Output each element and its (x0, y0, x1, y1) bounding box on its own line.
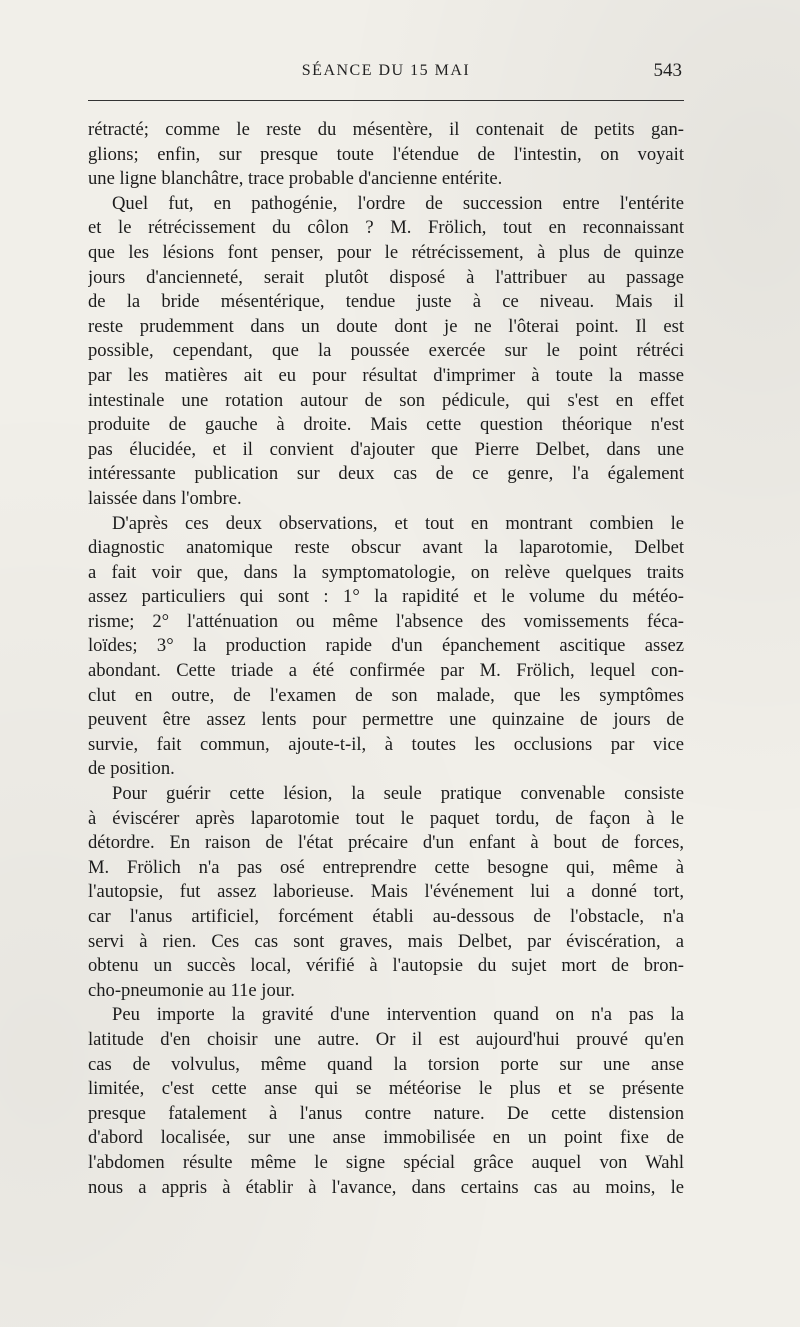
text-line: Peu importe la gravité d'une intervention quand on n'a pas la (112, 1004, 684, 1026)
text-line: assez particuliers qui sont : 1° la rapidité et le volume du météo- (88, 586, 684, 608)
text-line: que les lésions font penser, pour le rétrécissement, à plus de quinze (88, 241, 684, 263)
text-line: Pour guérir cette lésion, la seule pratique convenable consiste (112, 783, 684, 805)
text-line: de position. (88, 758, 175, 780)
running-head: SÉANCE DU 15 MAI (301, 62, 471, 79)
text-line: intéressante publication sur deux cas de ce genre, l'a également (88, 463, 684, 485)
text-line: presque fatalement à l'anus contre nature. De cette distension (88, 1102, 684, 1124)
text-line: diagnostic anatomique reste obscur avant la laparotomie, Delbet (88, 537, 684, 559)
paragraph (88, 512, 684, 783)
text-line: laissée dans l'ombre. (88, 487, 242, 509)
text-line: risme; 2° l'atténuation ou même l'absence des vomissements féca- (88, 610, 684, 632)
text-line: obtenu un succès local, vérifié à l'autopsie du sujet mort de bron- (88, 955, 684, 977)
text-line: intestinale une rotation autour de son pédicule, qui s'est en effet (88, 389, 684, 411)
text-line: servi à rien. Ces cas sont graves, mais Delbet, par éviscération, a (88, 930, 684, 952)
text-line: l'abdomen résulte même le signe spécial grâce auquel von Wahl (88, 1151, 684, 1173)
text-line: peuvent être assez lents pour permettre une quinzaine de jours de (88, 709, 684, 731)
text-line: à éviscérer après laparotomie tout le paquet tordu, de façon à le (88, 807, 684, 829)
text-line: cas de volvulus, même quand la torsion porte sur une anse (88, 1053, 684, 1075)
text-line: une ligne blanchâtre, trace probable d'ancienne entérite. (88, 168, 503, 190)
text-line: a fait voir que, dans la symptomatologie, on relève quelques traits (88, 561, 684, 583)
text-line: latitude d'en choisir une autre. Or il est aujourd'hui prouvé qu'en (88, 1028, 684, 1050)
page-number: 543 (653, 60, 682, 81)
header-rule (88, 100, 684, 101)
text-line: cho-pneumonie au 11e jour. (88, 979, 295, 1001)
text-line: M. Frölich n'a pas osé entreprendre cette besogne qui, même à (88, 856, 684, 878)
text-line: produite de gauche à droite. Mais cette question théorique n'est (88, 414, 684, 436)
text-line: survie, fait commun, ajoute-t-il, à toutes les occlusions par vice (88, 733, 684, 755)
text-line: pas élucidée, et il convient d'ajouter que Pierre Delbet, dans une (88, 438, 684, 460)
text-line: et le rétrécissement du côlon ? M. Frölich, tout en reconnaissant (88, 217, 684, 239)
page-header (88, 62, 684, 88)
paragraph (88, 118, 684, 192)
text-line: rétracté; comme le reste du mésentère, il contenait de petits gan- (88, 119, 684, 140)
text-line: D'après ces deux observations, et tout en montrant combien le (112, 512, 684, 534)
text-line: limitée, c'est cette anse qui se météorise le plus et se présente (88, 1078, 684, 1100)
text-line: jours d'ancienneté, serait plutôt disposé à l'attribuer au passage (88, 266, 684, 288)
text-line: de la bride mésentérique, tendue juste à ce niveau. Mais il (88, 291, 684, 313)
text-line: loïdes; 3° la production rapide d'un épanchement ascitique assez (88, 635, 684, 657)
body-text (88, 118, 684, 1200)
text-line: car l'anus artificiel, forcément établi au-dessous de l'obstacle, n'a (88, 906, 684, 927)
text-line: par les matières ait eu pour résultat d'imprimer à toute la masse (88, 364, 684, 386)
text-line: clut en outre, de l'examen de son malade, que les symptômes (88, 684, 684, 706)
text-line: glions; enfin, sur presque toute l'étendue de l'intestin, on voyait (88, 143, 684, 165)
text-line: abondant. Cette triade a été confirmée par M. Frölich, lequel con- (88, 660, 684, 682)
paragraph (88, 192, 684, 512)
paragraph (88, 782, 684, 1003)
text-line: l'autopsie, fut assez laborieuse. Mais l'événement lui a donné tort, (88, 881, 684, 903)
text-line: détordre. En raison de l'état précaire d'un enfant à bout de forces, (88, 832, 684, 854)
text-line: nous a appris à établir à l'avance, dans certains cas au moins, le (88, 1176, 684, 1198)
text-line: possible, cependant, que la poussée exercée sur le point rétréci (88, 340, 684, 362)
text-line: Quel fut, en pathogénie, l'ordre de succession entre l'entérite (112, 192, 684, 214)
paragraph (88, 1003, 684, 1200)
text-line: d'abord localisée, sur une anse immobilisée en un point fixe de (88, 1127, 684, 1149)
text-line: reste prudemment dans un doute dont je ne l'ôterai point. Il est (88, 315, 684, 337)
